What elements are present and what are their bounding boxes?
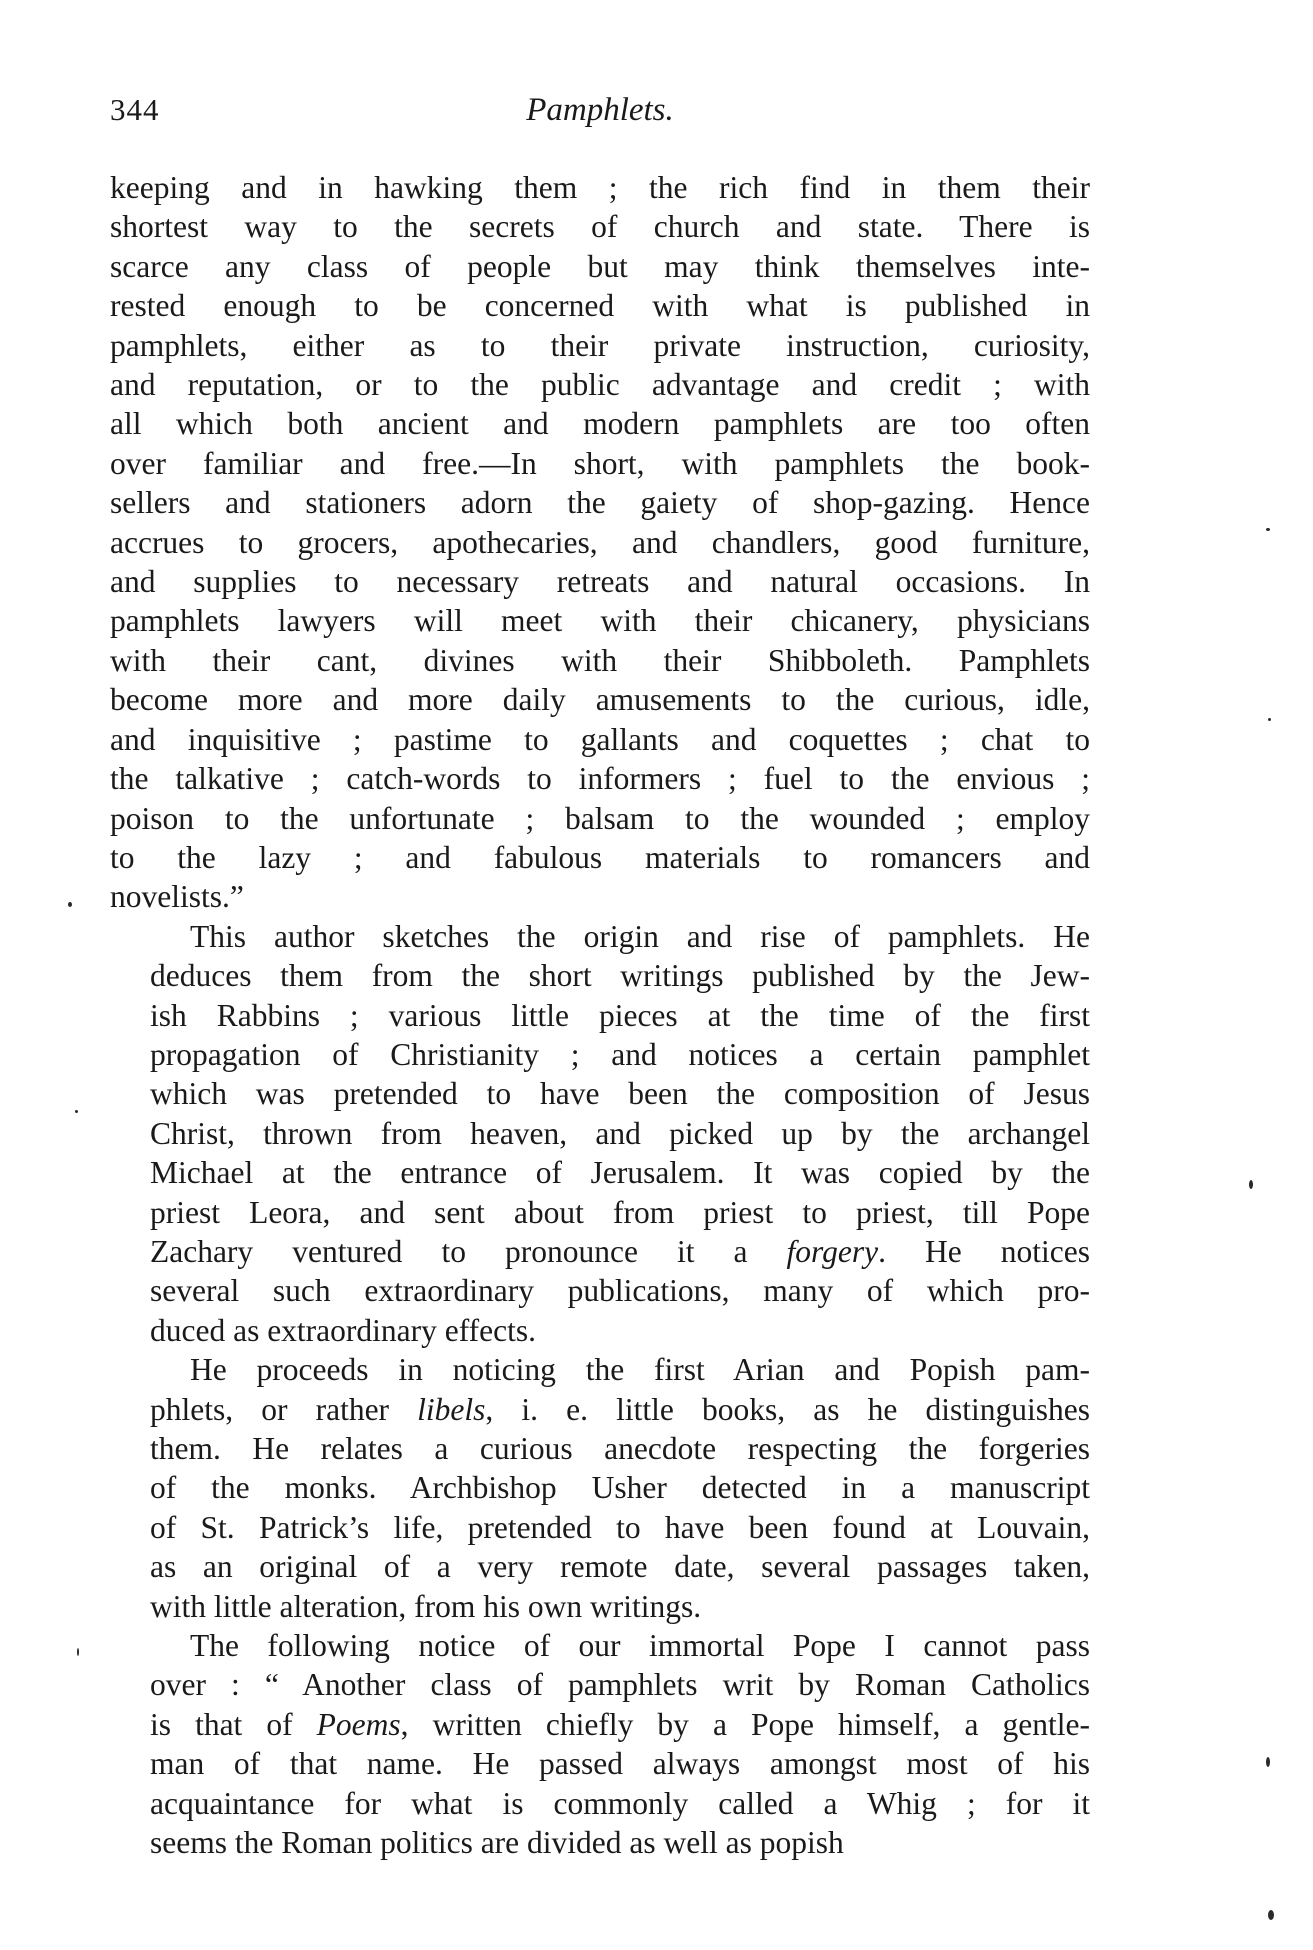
page-number: 344: [110, 92, 160, 127]
text-line: The following notice of our immortal Pope I cannot pass: [190, 1628, 1090, 1664]
paragraph: [110, 917, 1090, 1350]
text-line: them. He relates a curious anecdote respecting the forgeries: [150, 1431, 1090, 1466]
italic-word: Poems: [316, 1706, 401, 1742]
text-line: shortest way to the secrets of church and state. There is: [110, 209, 1090, 245]
margin-mark: [75, 1110, 78, 1113]
book-page: [110, 92, 1090, 1862]
text-line: and reputation, or to the public advantage and credit ; with: [110, 367, 1090, 403]
text-line: pamphlets lawyers will meet with their chicanery, physicians: [110, 603, 1090, 639]
text-line: of the monks. Archbishop Usher detected in a manuscript: [150, 1470, 1090, 1506]
margin-mark: [1249, 1180, 1253, 1189]
text-line: seems the Roman politics are divided as well as popish: [150, 1825, 844, 1861]
margin-mark: [77, 1648, 79, 1656]
text-line: with little alteration, from his own writings.: [150, 1588, 702, 1624]
italic-word: forgery: [786, 1233, 879, 1269]
paragraph: [110, 168, 1090, 917]
running-title: Pamphlets.: [526, 92, 674, 128]
text-line: acquaintance for what is commonly called a Whig ; for it: [150, 1785, 1090, 1821]
text-line: Zachary ventured to pronounce it a forgery. He notices: [150, 1233, 1090, 1269]
paragraph: [110, 1350, 1090, 1626]
text-line: Christ, thrown from heaven, and picked up by the archangel: [150, 1115, 1090, 1151]
text-line: poison to the unfortunate ; balsam to the wounded ; employ: [110, 800, 1090, 836]
text-line: deduces them from the short writings published by the Jew-: [150, 958, 1090, 994]
text-line: pamphlets, either as to their private instruction, curiosity,: [110, 327, 1090, 363]
margin-mark: [68, 902, 72, 907]
text-line: over familiar and free.—In short, with pamphlets the book-: [110, 445, 1090, 481]
text-line: novelists.”: [110, 879, 244, 915]
text-line: man of that name. He passed always amongst most of his: [150, 1746, 1090, 1782]
text-line: keeping and in hawking them ; the rich find in them their: [110, 170, 1090, 205]
text-line: Michael at the entrance of Jerusalem. It was copied by the: [150, 1155, 1090, 1191]
text-line: all which both ancient and modern pamphlets are too often: [110, 406, 1090, 442]
text-line: and supplies to necessary retreats and natural occasions. In: [110, 564, 1090, 600]
text-line: and inquisitive ; pastime to gallants and coquettes ; chat to: [110, 721, 1090, 757]
margin-mark: [1268, 718, 1271, 721]
italic-word: libels: [417, 1391, 486, 1427]
text-line: scarce any class of people but may think themselves inte-: [110, 248, 1090, 284]
text-line: He proceeds in noticing the first Arian and Popish pam-: [190, 1352, 1090, 1388]
text-line: of St. Patrick’s life, pretended to have been found at Louvain,: [150, 1509, 1090, 1545]
paragraph: [110, 1626, 1090, 1862]
text-line: sellers and stationers adorn the gaiety of shop-gazing. Hence: [110, 485, 1090, 521]
text-line: over : “ Another class of pamphlets writ by Roman Catholics: [150, 1667, 1090, 1703]
text-line: become more and more daily amusements to the curious, idle,: [110, 682, 1090, 718]
text-line: duced as extraordinary effects.: [150, 1312, 536, 1348]
text-line: with their cant, divines with their Shibboleth. Pamphlets: [110, 642, 1090, 678]
text-line: is that of Poems, written chiefly by a Pope himself, a gentle-: [150, 1706, 1090, 1742]
margin-mark: [1266, 1757, 1270, 1767]
text-line: several such extraordinary publications, many of which pro-: [150, 1273, 1090, 1309]
text-line: propagation of Christianity ; and notices a certain pamphlet: [150, 1036, 1090, 1072]
margin-mark: [1268, 1910, 1274, 1920]
text-line: priest Leora, and sent about from priest to priest, till Pope: [150, 1194, 1090, 1230]
text-line: phlets, or rather libels, i. e. little books, as he distinguishes: [150, 1391, 1090, 1427]
text-line: which was pretended to have been the composition of Jesus: [150, 1076, 1090, 1112]
text-line: the talkative ; catch-words to informers ; fuel to the envious ;: [110, 761, 1090, 797]
page-header: [110, 92, 1090, 136]
text-line: rested enough to be concerned with what is published in: [110, 288, 1090, 324]
text-line: to the lazy ; and fabulous materials to romancers and: [110, 839, 1090, 875]
body-text: [110, 168, 1090, 1862]
text-line: This author sketches the origin and rise of pamphlets. He: [190, 918, 1090, 954]
text-line: as an original of a very remote date, several passages taken,: [150, 1549, 1090, 1585]
text-line: accrues to grocers, apothecaries, and chandlers, good furniture,: [110, 524, 1090, 560]
text-line: ish Rabbins ; various little pieces at the time of the first: [150, 997, 1090, 1033]
margin-mark: [1266, 528, 1270, 531]
